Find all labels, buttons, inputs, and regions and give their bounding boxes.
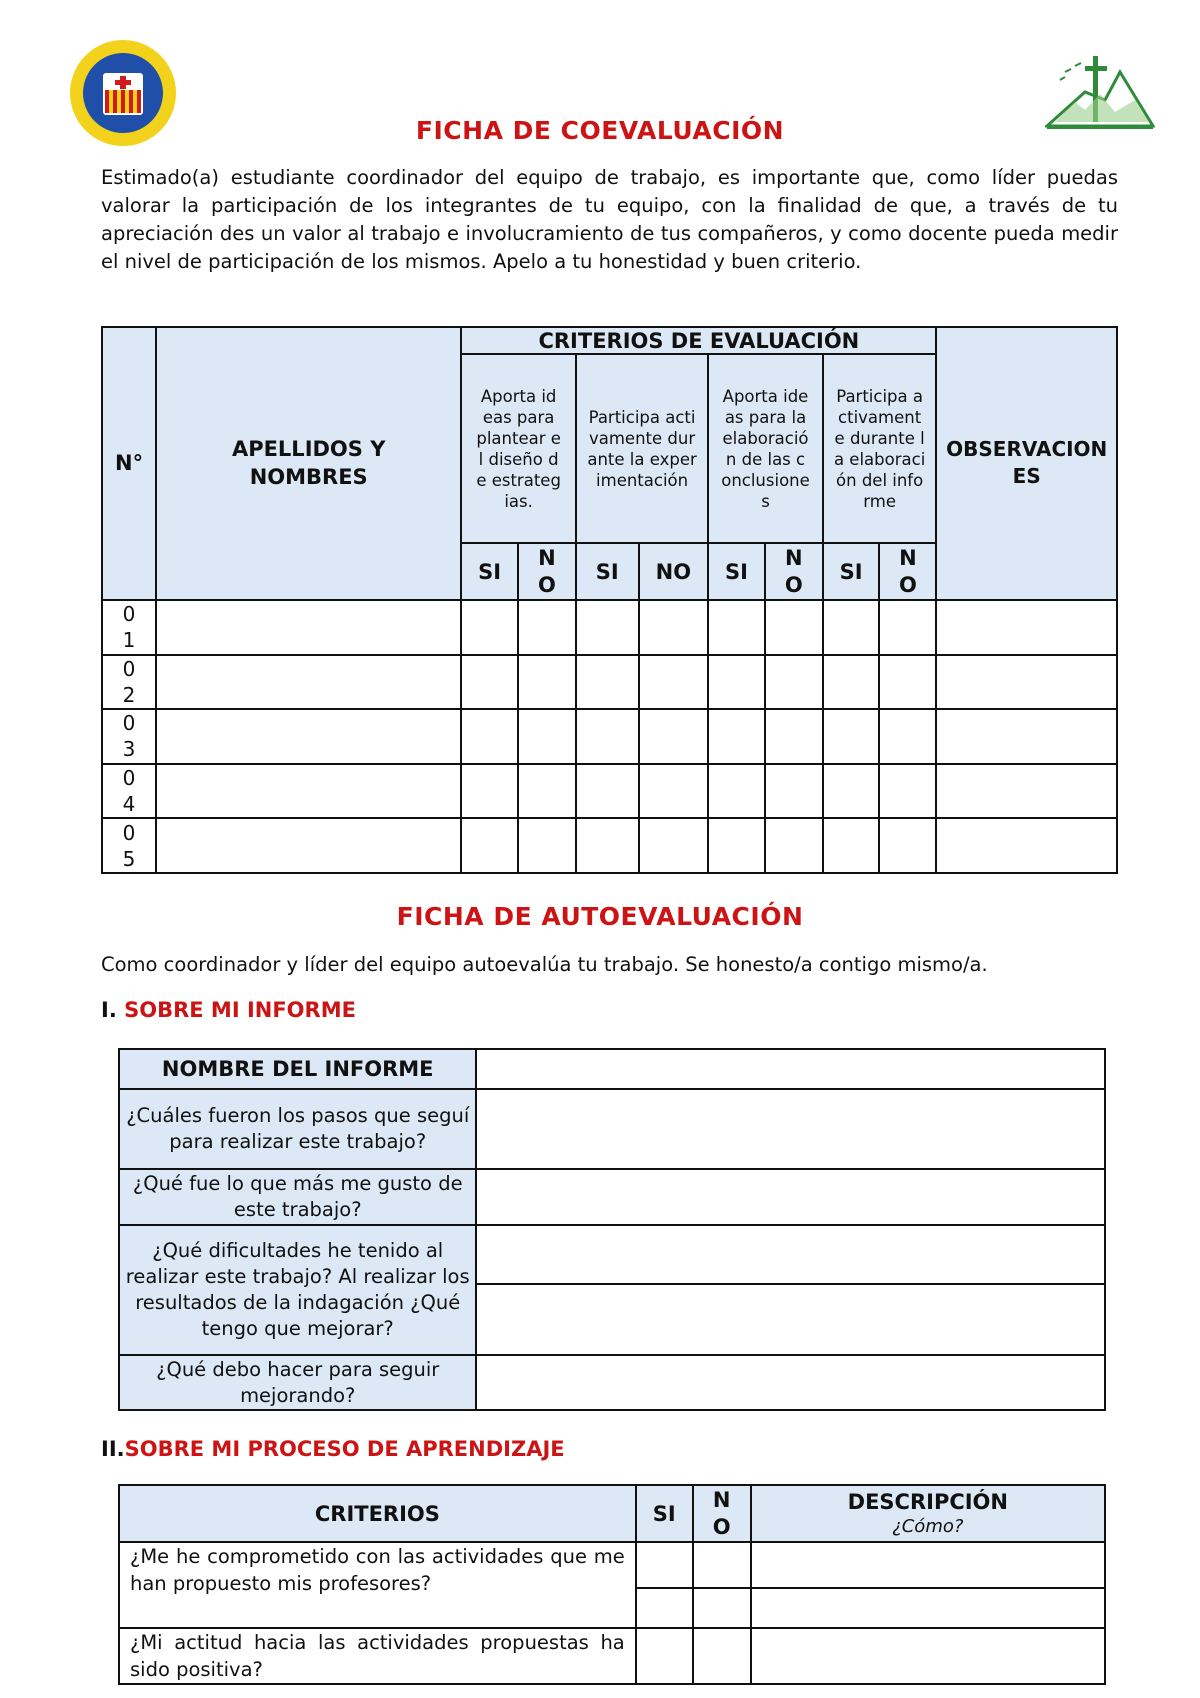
no-label: NO <box>879 543 936 600</box>
obs-cell[interactable] <box>936 655 1117 710</box>
answer-cell[interactable] <box>476 1225 1105 1284</box>
si-cell[interactable] <box>823 818 880 873</box>
si-cell[interactable] <box>461 655 518 710</box>
row-number: 02 <box>102 655 156 710</box>
no-cell[interactable] <box>518 600 576 655</box>
section-1-numeral: I. <box>101 998 117 1022</box>
coeval-title: FICHA DE COEVALUACIÓN <box>415 116 785 145</box>
no-cell[interactable] <box>765 818 823 873</box>
si-cell[interactable] <box>708 709 765 764</box>
no-cell[interactable] <box>879 709 936 764</box>
question-1: ¿Cuáles fueron los pasos que seguí para realizar este trabajo? <box>119 1089 476 1169</box>
name-cell[interactable] <box>156 655 461 710</box>
desc-cell[interactable] <box>751 1542 1105 1588</box>
informe-name-header: NOMBRE DEL INFORME <box>119 1049 476 1089</box>
si-cell[interactable] <box>823 764 880 819</box>
obs-header: OBSERVACIONES <box>936 327 1117 600</box>
criteria-header: CRITERIOS DE EVALUACIÓN <box>461 327 936 354</box>
desc-header-sub: ¿Cómo? <box>892 1516 964 1537</box>
no-cell[interactable] <box>879 764 936 819</box>
criterion-2: Participa activamente durante la experimentación <box>576 354 708 543</box>
no-cell[interactable] <box>693 1588 751 1628</box>
section-2-heading <box>101 1437 565 1461</box>
si-cell[interactable] <box>461 764 518 819</box>
answer-cell[interactable] <box>476 1169 1105 1225</box>
no-cell[interactable] <box>518 764 576 819</box>
si-col-header: SI <box>636 1485 693 1542</box>
si-cell[interactable] <box>576 600 639 655</box>
si-cell[interactable] <box>576 818 639 873</box>
si-cell[interactable] <box>576 655 639 710</box>
si-cell[interactable] <box>708 600 765 655</box>
si-label: SI <box>461 543 518 600</box>
obs-cell[interactable] <box>936 764 1117 819</box>
row-number: 01 <box>102 600 156 655</box>
si-cell[interactable] <box>461 709 518 764</box>
si-cell[interactable] <box>576 764 639 819</box>
no-cell[interactable] <box>879 655 936 710</box>
no-label: NO <box>518 543 576 600</box>
no-cell[interactable] <box>518 655 576 710</box>
name-cell[interactable] <box>156 764 461 819</box>
si-cell[interactable] <box>636 1588 693 1628</box>
no-cell[interactable] <box>765 655 823 710</box>
desc-col-header <box>751 1485 1105 1542</box>
question-2: ¿Qué fue lo que más me gusto de este trabajo? <box>119 1169 476 1225</box>
si-cell[interactable] <box>823 709 880 764</box>
desc-header-title: DESCRIPCIÓN <box>847 1490 1008 1514</box>
autoeval-intro: Como coordinador y líder del equipo autoevalúa tu trabajo. Se honesto/a contigo mismo/a. <box>101 953 988 976</box>
no-cell[interactable] <box>518 818 576 873</box>
si-cell[interactable] <box>461 600 518 655</box>
no-cell[interactable] <box>639 655 709 710</box>
desc-cell[interactable] <box>751 1628 1105 1684</box>
si-cell[interactable] <box>636 1628 693 1684</box>
name-cell[interactable] <box>156 818 461 873</box>
no-cell[interactable] <box>765 600 823 655</box>
informe-name-cell[interactable] <box>476 1049 1105 1089</box>
no-label: NO <box>639 543 709 600</box>
no-cell[interactable] <box>639 709 709 764</box>
answer-cell[interactable] <box>476 1284 1105 1355</box>
desc-cell[interactable] <box>751 1588 1105 1628</box>
row-number: 05 <box>102 818 156 873</box>
coeval-intro: Estimado(a) estudiante coordinador del equipo de trabajo, es importante que, como líder puedas valorar la participación de los integrantes de tu equipo, con la finalidad de que, a través de tu apreciación des un valor al trabajo e involucramiento de tus compañeros, y como docente pueda medir el nivel de participación de los mismos. Apelo a tu honestidad y buen criterio. <box>101 166 1118 273</box>
num-header: N° <box>102 327 156 600</box>
process-criterion-1: ¿Me he comprometido con las actividades que me han propuesto mis profesores? <box>119 1542 636 1628</box>
section-1-title: SOBRE MI INFORME <box>124 998 356 1022</box>
criterion-3: Aporta ideas para la elaboración de las conclusiones <box>708 354 823 543</box>
no-cell[interactable] <box>765 764 823 819</box>
section-2-title: SOBRE MI PROCESO DE APRENDIZAJE <box>124 1437 565 1461</box>
si-cell[interactable] <box>708 655 765 710</box>
row-number: 03 <box>102 709 156 764</box>
coeval-table <box>101 326 1118 874</box>
criteria-col-header: CRITERIOS <box>119 1485 636 1542</box>
names-header: APELLIDOS Y NOMBRES <box>156 327 461 600</box>
no-cell[interactable] <box>639 600 709 655</box>
autoeval-title: FICHA DE AUTOEVALUACIÓN <box>396 902 804 931</box>
answer-cell[interactable] <box>476 1355 1105 1410</box>
si-cell[interactable] <box>823 655 880 710</box>
name-cell[interactable] <box>156 600 461 655</box>
section-1-heading <box>101 998 356 1022</box>
si-cell[interactable] <box>636 1542 693 1588</box>
no-col-header: NO <box>693 1485 751 1542</box>
si-label: SI <box>823 543 880 600</box>
si-label: SI <box>576 543 639 600</box>
informe-table <box>118 1048 1106 1411</box>
si-cell[interactable] <box>461 818 518 873</box>
si-label: SI <box>708 543 765 600</box>
no-cell[interactable] <box>693 1628 751 1684</box>
criterion-1: Aporta ideas para plantear el diseño de estrategias. <box>461 354 576 543</box>
obs-cell[interactable] <box>936 709 1117 764</box>
no-cell[interactable] <box>879 600 936 655</box>
no-cell[interactable] <box>879 818 936 873</box>
name-cell[interactable] <box>156 709 461 764</box>
no-cell[interactable] <box>639 764 709 819</box>
si-cell[interactable] <box>823 600 880 655</box>
no-label: NO <box>765 543 823 600</box>
question-4: ¿Qué debo hacer para seguir mejorando? <box>119 1355 476 1410</box>
no-cell[interactable] <box>693 1542 751 1588</box>
si-cell[interactable] <box>708 818 765 873</box>
process-table <box>118 1484 1106 1685</box>
process-criterion-2: ¿Mi actitud hacia las actividades propuestas ha sido positiva? <box>119 1628 636 1684</box>
si-cell[interactable] <box>576 709 639 764</box>
no-cell[interactable] <box>765 709 823 764</box>
criterion-4: Participa activamente durante la elaboración del informe <box>823 354 937 543</box>
obs-cell[interactable] <box>936 600 1117 655</box>
question-3: ¿Qué dificultades he tenido al realizar este trabajo? Al realizar los resultados de la indagación ¿Qué tengo que mejorar? <box>119 1225 476 1355</box>
no-cell[interactable] <box>639 818 709 873</box>
row-number: 04 <box>102 764 156 819</box>
si-cell[interactable] <box>708 764 765 819</box>
obs-cell[interactable] <box>936 818 1117 873</box>
answer-cell[interactable] <box>476 1089 1105 1169</box>
section-2-numeral: II. <box>101 1437 125 1461</box>
no-cell[interactable] <box>518 709 576 764</box>
